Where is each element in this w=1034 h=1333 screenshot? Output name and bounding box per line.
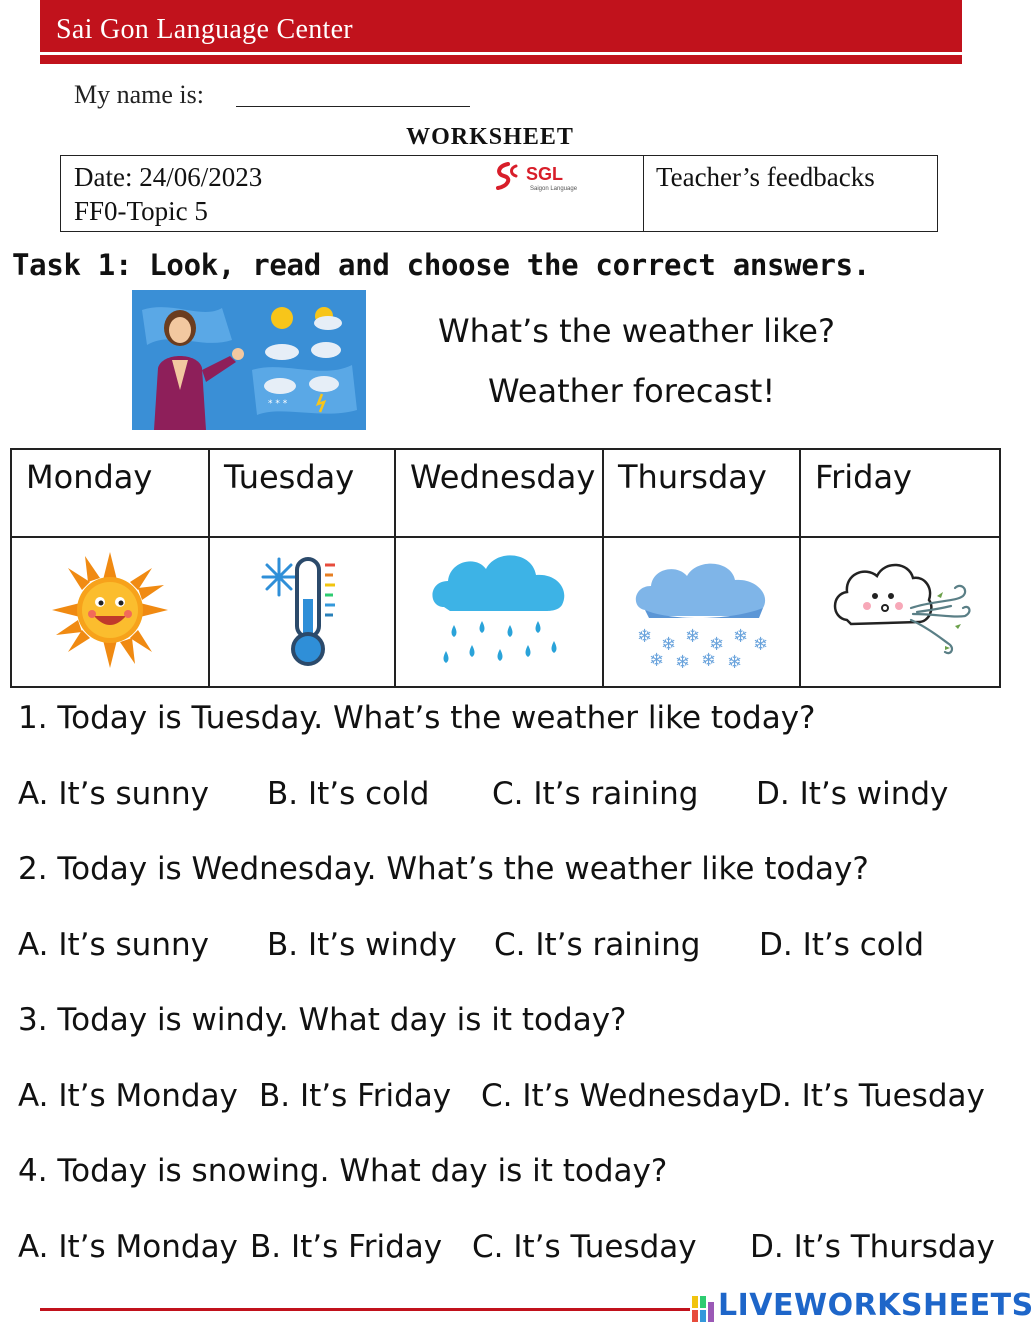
snow-cloud-icon <box>627 550 777 673</box>
q2-option-d[interactable]: D. It’s cold <box>759 927 925 963</box>
weather-question: What’s the weather like? <box>438 312 835 350</box>
q1-option-b[interactable]: B. It’s cold <box>267 776 430 812</box>
weather-forecast-illustration <box>132 290 366 430</box>
svg-text:SGL: SGL <box>526 164 564 184</box>
header-title: Sai Gon Language Center <box>56 14 353 45</box>
svg-text:❄: ❄ <box>684 626 700 647</box>
day-cell-wednesday: Wednesday <box>395 449 603 537</box>
day-cell-thursday: Thursday <box>603 449 800 537</box>
question-4: 4. Today is snowing. What day is it today? <box>18 1153 668 1189</box>
day-cell-friday: Friday <box>800 449 1000 537</box>
weather-cell-friday <box>800 537 1000 687</box>
q4-option-a[interactable]: A. It’s Monday <box>18 1229 238 1265</box>
date-text: Date: 24/06/2023 <box>74 162 263 192</box>
teacher-feedback-label: Teacher’s feedbacks <box>656 162 875 192</box>
sun-icon <box>50 550 170 670</box>
weather-table <box>10 448 1001 688</box>
weather-forecast-heading: Weather forecast! <box>488 372 776 410</box>
name-label: My name is: <box>74 80 204 109</box>
q4-option-d[interactable]: D. It’s Thursday <box>750 1229 995 1265</box>
wind-cloud-icon <box>825 550 975 670</box>
svg-text:❄: ❄ <box>636 626 652 647</box>
q2-option-c[interactable]: C. It’s raining <box>494 927 701 963</box>
q4-option-b[interactable]: B. It’s Friday <box>250 1229 443 1265</box>
svg-text:❄: ❄ <box>708 634 724 655</box>
svg-text:❄: ❄ <box>660 634 676 655</box>
sgl-logo <box>494 160 586 192</box>
weather-cell-tuesday <box>209 537 395 687</box>
q1-option-a[interactable]: A. It’s sunny <box>18 776 209 812</box>
liveworksheets-logo-icon <box>692 1292 716 1326</box>
q2-option-a[interactable]: A. It’s sunny <box>18 927 209 963</box>
day-cell-tuesday: Tuesday <box>209 449 395 537</box>
q4-option-c[interactable]: C. It’s Tuesday <box>472 1229 697 1265</box>
rain-cloud-icon <box>424 545 574 675</box>
q2-option-b[interactable]: B. It’s windy <box>267 927 457 963</box>
worksheet-title: WORKSHEET <box>406 124 574 150</box>
name-input-line[interactable] <box>236 106 470 107</box>
thermometer-cold-icon <box>257 553 347 668</box>
weather-table-icon-row <box>11 537 1000 687</box>
weather-cell-wednesday <box>395 537 603 687</box>
q3-option-a[interactable]: A. It’s Monday <box>18 1078 238 1114</box>
question-2: 2. Today is Wednesday. What’s the weather like today? <box>18 851 869 887</box>
q3-option-d[interactable]: D. It’s Tuesday <box>758 1078 985 1114</box>
q3-option-c[interactable]: C. It’s Wednesday <box>481 1078 759 1114</box>
footer-divider <box>40 1308 690 1311</box>
header-divider <box>40 55 962 64</box>
day-cell-monday: Monday <box>11 449 209 537</box>
weather-cell-monday <box>11 537 209 687</box>
svg-text:❄: ❄ <box>732 626 748 647</box>
weather-cell-thursday <box>603 537 800 687</box>
topic-text: FF0-Topic 5 <box>74 196 208 226</box>
liveworksheets-brand[interactable]: LIVEWORKSHEETS <box>718 1288 1034 1323</box>
question-1: 1. Today is Tuesday. What’s the weather like today? <box>18 700 816 736</box>
svg-text:* * *: * * * <box>268 399 288 409</box>
svg-text:❄: ❄ <box>700 650 716 671</box>
task-title: Task 1: Look, read and choose the correct answers. <box>12 248 870 282</box>
svg-text:❄: ❄ <box>726 652 742 673</box>
svg-text:❄: ❄ <box>752 634 768 655</box>
info-divider <box>643 155 644 232</box>
svg-text:Saigon Language: Saigon Language <box>530 186 578 192</box>
question-3: 3. Today is windy. What day is it today? <box>18 1002 627 1038</box>
q3-option-b[interactable]: B. It’s Friday <box>259 1078 452 1114</box>
q1-option-d[interactable]: D. It’s windy <box>756 776 949 812</box>
svg-text:❄: ❄ <box>674 652 690 673</box>
q1-option-c[interactable]: C. It’s raining <box>492 776 699 812</box>
svg-text:❄: ❄ <box>648 650 664 671</box>
weather-table-header-row <box>11 449 1000 537</box>
